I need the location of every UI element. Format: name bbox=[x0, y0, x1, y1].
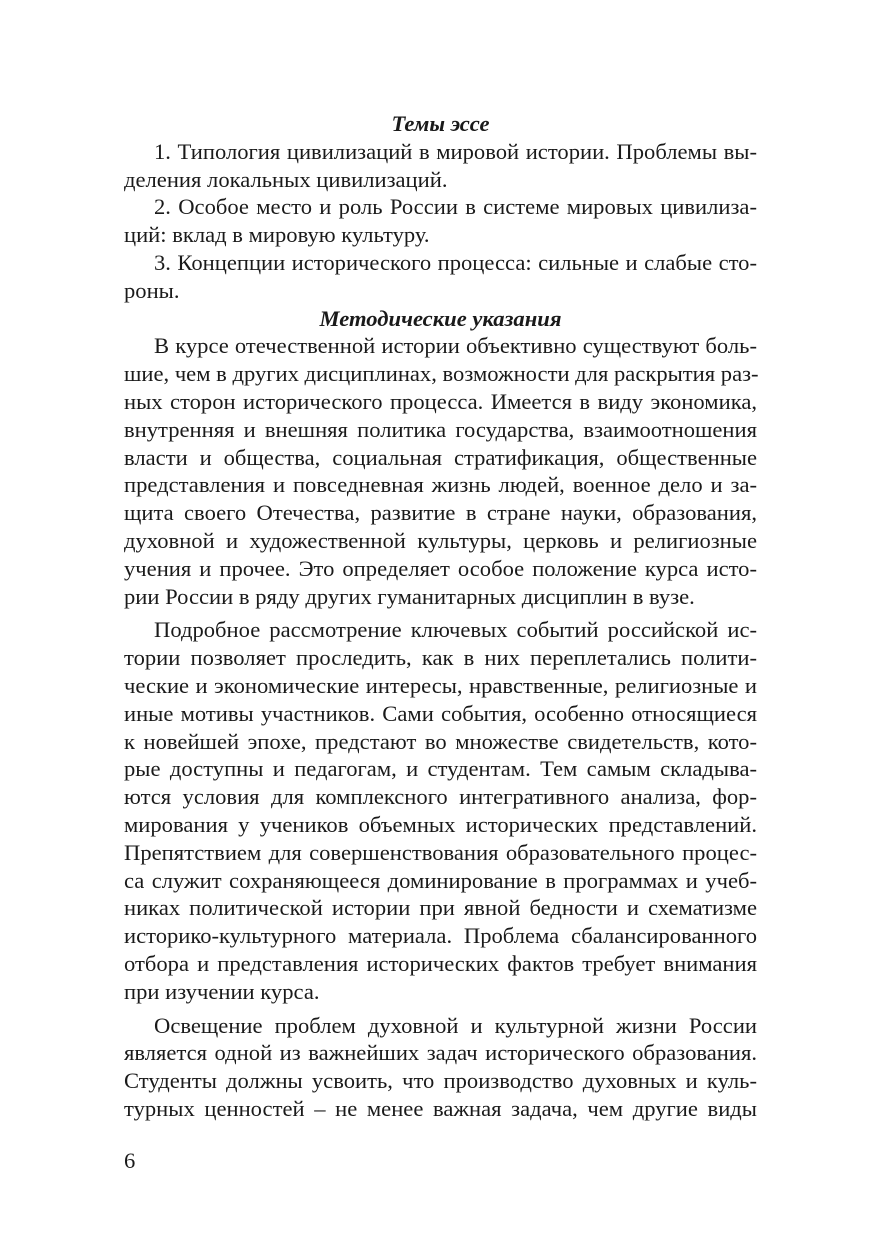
text-line: отбора и представления исторических фактов требует внимания bbox=[124, 950, 757, 976]
essay-topic-item bbox=[124, 249, 757, 305]
text-line: представления и повседневная жизнь людей, военное дело и за- bbox=[124, 472, 757, 498]
text-line: является одной из важнейших задач исторического образования. bbox=[124, 1040, 757, 1066]
text-line: ческие и экономические интересы, нравственные, религиозные и bbox=[124, 672, 757, 698]
text-line: тории позволяет проследить, как в них переплетались полити- bbox=[124, 645, 757, 671]
text-line: щита своего Отечества, развитие в стране науки, образования, bbox=[124, 500, 757, 526]
text-line: 3. Концепции исторического процесса: сильные и слабые сто- bbox=[154, 249, 757, 275]
text-line: рые доступны и педагогам, и студентам. Тем самым складыва- bbox=[124, 756, 757, 782]
guidelines-section bbox=[124, 305, 757, 1123]
text-line: ются условия для комплексного интегративного анализа, фор- bbox=[124, 784, 757, 810]
text-line: деления локальных цивилизаций. bbox=[124, 166, 448, 192]
text-line: Студенты должны усвоить, что производство духовных и куль- bbox=[124, 1068, 757, 1094]
essay-topics-section bbox=[124, 110, 757, 305]
text-line: са служит сохраняющееся доминирование в программах и учеб- bbox=[124, 867, 757, 893]
text-line: иные мотивы участников. Сами события, особенно относящиеся bbox=[124, 700, 757, 726]
text-line: 2. Особое место и роль России в системе мировых цивилиза- bbox=[154, 194, 757, 220]
guidelines-heading: Методические указания bbox=[319, 305, 562, 331]
text-line: духовной и художественной культуры, церковь и религиозные bbox=[124, 527, 757, 553]
text-line: Подробное рассмотрение ключевых событий российской ис- bbox=[154, 617, 757, 643]
paragraph bbox=[124, 616, 757, 1005]
paragraph bbox=[124, 332, 757, 610]
paragraph bbox=[124, 1012, 757, 1123]
page-number: 6 bbox=[124, 1148, 136, 1173]
text-line: ных сторон исторического процесса. Имеется в виду экономика, bbox=[124, 388, 757, 414]
essay-topic-item bbox=[124, 138, 757, 194]
text-line: турных ценностей – не менее важная задача, чем другие виды bbox=[124, 1095, 757, 1121]
text-line: внутренняя и внешняя политика государства, взаимоотношения bbox=[124, 416, 757, 442]
text-line: шие, чем в других дисциплинах, возможности для раскрытия раз- bbox=[124, 361, 759, 387]
text-line: рии России в ряду других гуманитарных дисциплин в вузе. bbox=[124, 583, 695, 609]
text-line: 1. Типология цивилизаций в мировой истории. Проблемы вы- bbox=[154, 138, 757, 164]
text-line: учения и прочее. Это определяет особое положение курса исто- bbox=[124, 555, 757, 581]
essay-topic-item bbox=[124, 193, 757, 249]
text-line: при изучении курса. bbox=[124, 978, 320, 1004]
text-line: мирования у учеников объемных исторических представлений. bbox=[124, 811, 757, 837]
text-line: роны. bbox=[124, 277, 180, 303]
essay-topics-heading: Темы эссе bbox=[391, 111, 490, 136]
text-line: историко-культурного материала. Проблема сбалансированного bbox=[124, 923, 757, 949]
text-line: к новейшей эпохе, предстают во множестве свидетельств, кото- bbox=[124, 728, 757, 754]
text-line: Препятствием для совершенствования образовательного процес- bbox=[124, 839, 757, 865]
page-body bbox=[124, 110, 757, 1123]
text-line: никах политической истории при явной бедности и схематизме bbox=[124, 895, 757, 921]
text-line: власти и общества, социальная стратификация, общественные bbox=[124, 444, 757, 470]
text-line: ций: вклад в мировую культуру. bbox=[124, 222, 430, 248]
text-line: Освещение проблем духовной и культурной жизни России bbox=[154, 1012, 757, 1038]
text-line: В курсе отечественной истории объективно существуют боль- bbox=[154, 333, 757, 359]
